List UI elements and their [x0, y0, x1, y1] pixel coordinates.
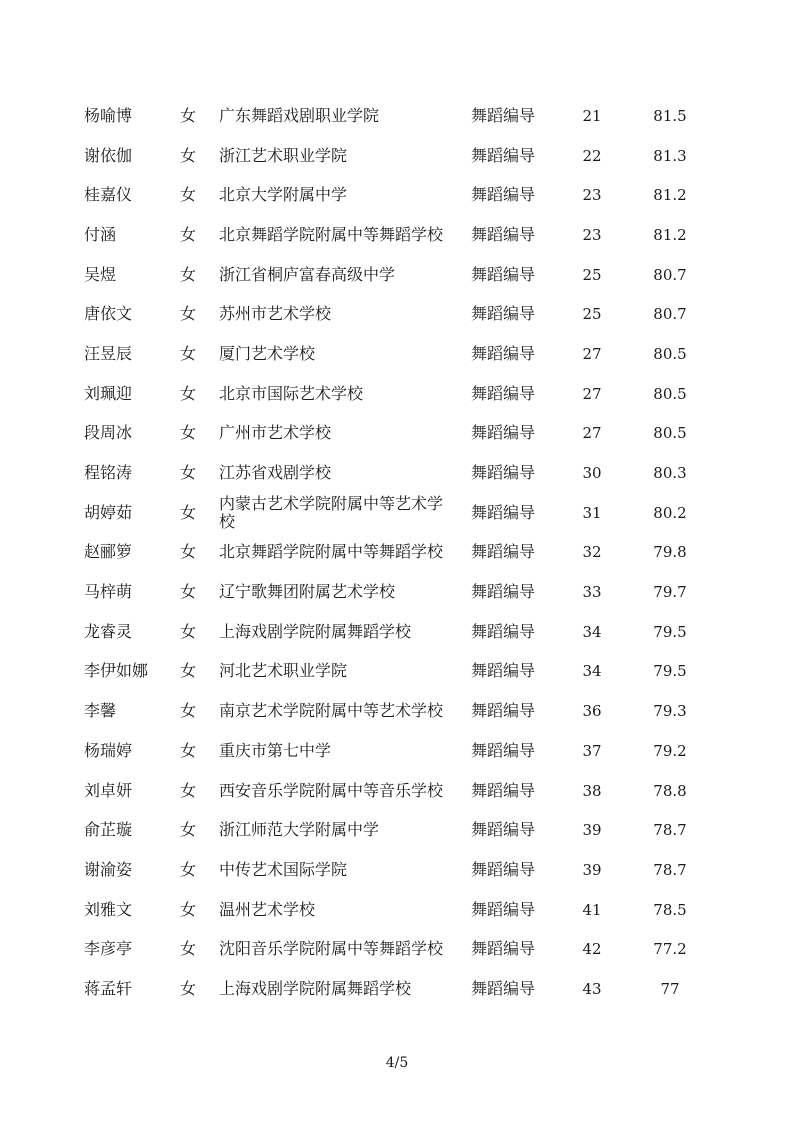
student-gender: 女 — [180, 343, 197, 363]
table-row — [0, 890, 794, 930]
student-score: 81.2 — [653, 186, 687, 205]
student-rank: 38 — [582, 781, 602, 800]
student-major: 舞蹈编导 — [471, 343, 536, 363]
student-score: 81.3 — [653, 146, 687, 165]
student-major: 舞蹈编导 — [471, 780, 536, 800]
student-gender: 女 — [180, 463, 197, 483]
student-major: 舞蹈编导 — [471, 661, 536, 681]
student-school: 广东舞蹈戏剧职业学院 — [219, 105, 380, 125]
student-rank: 27 — [582, 424, 602, 443]
student-school: 辽宁歌舞团附属艺术学校 — [219, 582, 396, 602]
student-rank: 32 — [582, 543, 602, 562]
student-rank: 23 — [582, 225, 602, 244]
student-name: 俞芷璇 — [84, 820, 133, 840]
student-school: 苏州市艺术学校 — [219, 304, 332, 324]
student-name: 唐依文 — [84, 304, 133, 324]
student-name: 杨瑞婷 — [84, 740, 133, 760]
table-row — [0, 453, 794, 493]
student-school: 上海戏剧学院附属舞蹈学校 — [219, 621, 412, 641]
student-school: 西安音乐学院附属中等音乐学校 — [219, 780, 444, 800]
student-name: 李馨 — [84, 701, 117, 721]
student-gender: 女 — [180, 304, 197, 324]
student-name: 谢依伽 — [84, 145, 133, 165]
table-row — [0, 969, 794, 1009]
student-school: 浙江师范大学附属中学 — [219, 820, 380, 840]
student-score: 78.5 — [653, 900, 687, 919]
student-gender: 女 — [180, 383, 197, 403]
student-rank: 25 — [582, 305, 602, 324]
student-school: 中传艺术国际学院 — [219, 859, 348, 879]
student-name: 李伊如娜 — [84, 661, 149, 681]
student-major: 舞蹈编导 — [471, 304, 536, 324]
student-rank: 27 — [582, 384, 602, 403]
student-major: 舞蹈编导 — [471, 939, 536, 959]
student-name: 龙睿灵 — [84, 621, 133, 641]
student-name: 李彦亭 — [84, 939, 133, 959]
table-row — [0, 136, 794, 176]
student-name: 蒋孟轩 — [84, 978, 133, 998]
student-gender: 女 — [180, 661, 197, 681]
table-row — [0, 691, 794, 731]
student-major: 舞蹈编导 — [471, 224, 536, 244]
student-score: 79.2 — [653, 741, 687, 760]
student-gender: 女 — [180, 859, 197, 879]
student-school: 河北艺术职业学院 — [219, 661, 348, 681]
student-rank: 23 — [582, 186, 602, 205]
student-school: 浙江省桐庐富春高级中学 — [219, 264, 396, 284]
table-row — [0, 850, 794, 890]
student-score: 80.5 — [653, 384, 687, 403]
student-name: 胡婷茹 — [84, 502, 133, 522]
table-row — [0, 810, 794, 850]
student-rank: 39 — [582, 860, 602, 879]
student-score: 80.7 — [653, 265, 687, 284]
student-rank: 33 — [582, 583, 602, 602]
student-score: 80.5 — [653, 424, 687, 443]
student-major: 舞蹈编导 — [471, 502, 536, 522]
table-row — [0, 771, 794, 811]
student-rank: 27 — [582, 344, 602, 363]
student-rank: 22 — [582, 146, 602, 165]
student-score: 78.7 — [653, 821, 687, 840]
student-school: 上海戏剧学院附属舞蹈学校 — [219, 978, 412, 998]
student-name: 吴煜 — [84, 264, 117, 284]
student-school: 温州艺术学校 — [219, 899, 316, 919]
student-rank: 30 — [582, 464, 602, 483]
student-score: 80.2 — [653, 503, 687, 522]
student-gender: 女 — [180, 542, 197, 562]
student-school: 沈阳音乐学院附属中等舞蹈学校 — [219, 939, 444, 959]
student-name: 刘卓妍 — [84, 780, 133, 800]
table-row — [0, 294, 794, 334]
student-school: 南京艺术学院附属中等艺术学校 — [219, 701, 444, 721]
student-rank: 21 — [582, 106, 602, 125]
student-major: 舞蹈编导 — [471, 740, 536, 760]
student-major: 舞蹈编导 — [471, 582, 536, 602]
student-name: 刘珮迎 — [84, 383, 133, 403]
table-row — [0, 731, 794, 771]
student-school: 浙江艺术职业学院 — [219, 145, 348, 165]
student-major: 舞蹈编导 — [471, 264, 536, 284]
table-row — [0, 334, 794, 374]
student-school: 内蒙古艺术学院附属中等艺术学校 — [219, 493, 444, 531]
page-number: 4/5 — [385, 1055, 409, 1071]
student-gender: 女 — [180, 978, 197, 998]
student-major: 舞蹈编导 — [471, 383, 536, 403]
student-gender: 女 — [180, 740, 197, 760]
student-score: 79.5 — [653, 662, 687, 681]
student-gender: 女 — [180, 820, 197, 840]
student-rank: 39 — [582, 821, 602, 840]
student-score: 80.7 — [653, 305, 687, 324]
student-gender: 女 — [180, 701, 197, 721]
student-score: 79.5 — [653, 622, 687, 641]
student-rank: 34 — [582, 662, 602, 681]
student-gender: 女 — [180, 502, 197, 522]
student-score: 81.2 — [653, 225, 687, 244]
student-rank: 36 — [582, 702, 602, 721]
table-row — [0, 612, 794, 652]
student-rank: 41 — [582, 900, 602, 919]
student-gender: 女 — [180, 621, 197, 641]
student-major: 舞蹈编导 — [471, 859, 536, 879]
student-major: 舞蹈编导 — [471, 463, 536, 483]
student-school: 广州市艺术学校 — [219, 423, 332, 443]
student-name: 杨喻博 — [84, 105, 133, 125]
table-row — [0, 255, 794, 295]
student-major: 舞蹈编导 — [471, 899, 536, 919]
results-table — [0, 96, 794, 1009]
student-gender: 女 — [180, 423, 197, 443]
student-name: 桂嘉仪 — [84, 185, 133, 205]
table-row — [0, 533, 794, 573]
student-gender: 女 — [180, 582, 197, 602]
student-rank: 37 — [582, 741, 602, 760]
student-school: 厦门艺术学校 — [219, 343, 316, 363]
student-major: 舞蹈编导 — [471, 145, 536, 165]
student-name: 程铭涛 — [84, 463, 133, 483]
table-row — [0, 572, 794, 612]
student-gender: 女 — [180, 224, 197, 244]
student-school: 北京舞蹈学院附属中等舞蹈学校 — [219, 224, 444, 244]
student-school: 重庆市第七中学 — [219, 740, 332, 760]
student-school: 北京舞蹈学院附属中等舞蹈学校 — [219, 542, 444, 562]
student-gender: 女 — [180, 185, 197, 205]
table-row — [0, 175, 794, 215]
student-name: 汪昱辰 — [84, 343, 133, 363]
student-gender: 女 — [180, 145, 197, 165]
student-rank: 43 — [582, 979, 602, 998]
student-name: 刘雅文 — [84, 899, 133, 919]
student-major: 舞蹈编导 — [471, 105, 536, 125]
table-row — [0, 652, 794, 692]
student-score: 77.2 — [653, 940, 687, 959]
student-gender: 女 — [180, 939, 197, 959]
student-major: 舞蹈编导 — [471, 542, 536, 562]
student-score: 79.8 — [653, 543, 687, 562]
student-rank: 25 — [582, 265, 602, 284]
student-major: 舞蹈编导 — [471, 820, 536, 840]
student-name: 赵郦箩 — [84, 542, 133, 562]
student-score: 79.7 — [653, 583, 687, 602]
student-rank: 34 — [582, 622, 602, 641]
student-school: 北京大学附属中学 — [219, 185, 348, 205]
student-major: 舞蹈编导 — [471, 978, 536, 998]
student-gender: 女 — [180, 264, 197, 284]
student-gender: 女 — [180, 105, 197, 125]
table-row — [0, 929, 794, 969]
student-gender: 女 — [180, 780, 197, 800]
table-row — [0, 215, 794, 255]
student-gender: 女 — [180, 899, 197, 919]
table-row — [0, 493, 794, 533]
student-major: 舞蹈编导 — [471, 701, 536, 721]
student-major: 舞蹈编导 — [471, 423, 536, 443]
table-row — [0, 374, 794, 414]
table-row — [0, 414, 794, 454]
student-name: 段周冰 — [84, 423, 133, 443]
student-score: 80.5 — [653, 344, 687, 363]
student-rank: 31 — [582, 503, 602, 522]
student-school: 北京市国际艺术学校 — [219, 383, 364, 403]
student-name: 马梓萌 — [84, 582, 133, 602]
student-major: 舞蹈编导 — [471, 621, 536, 641]
student-rank: 42 — [582, 940, 602, 959]
student-major: 舞蹈编导 — [471, 185, 536, 205]
student-score: 79.3 — [653, 702, 687, 721]
student-score: 78.7 — [653, 860, 687, 879]
student-school: 江苏省戏剧学校 — [219, 463, 332, 483]
student-name: 谢渝姿 — [84, 859, 133, 879]
student-score: 81.5 — [653, 106, 687, 125]
student-score: 80.3 — [653, 464, 687, 483]
table-row — [0, 96, 794, 136]
student-score: 78.8 — [653, 781, 687, 800]
student-name: 付涵 — [84, 224, 117, 244]
student-score: 77 — [660, 979, 680, 998]
